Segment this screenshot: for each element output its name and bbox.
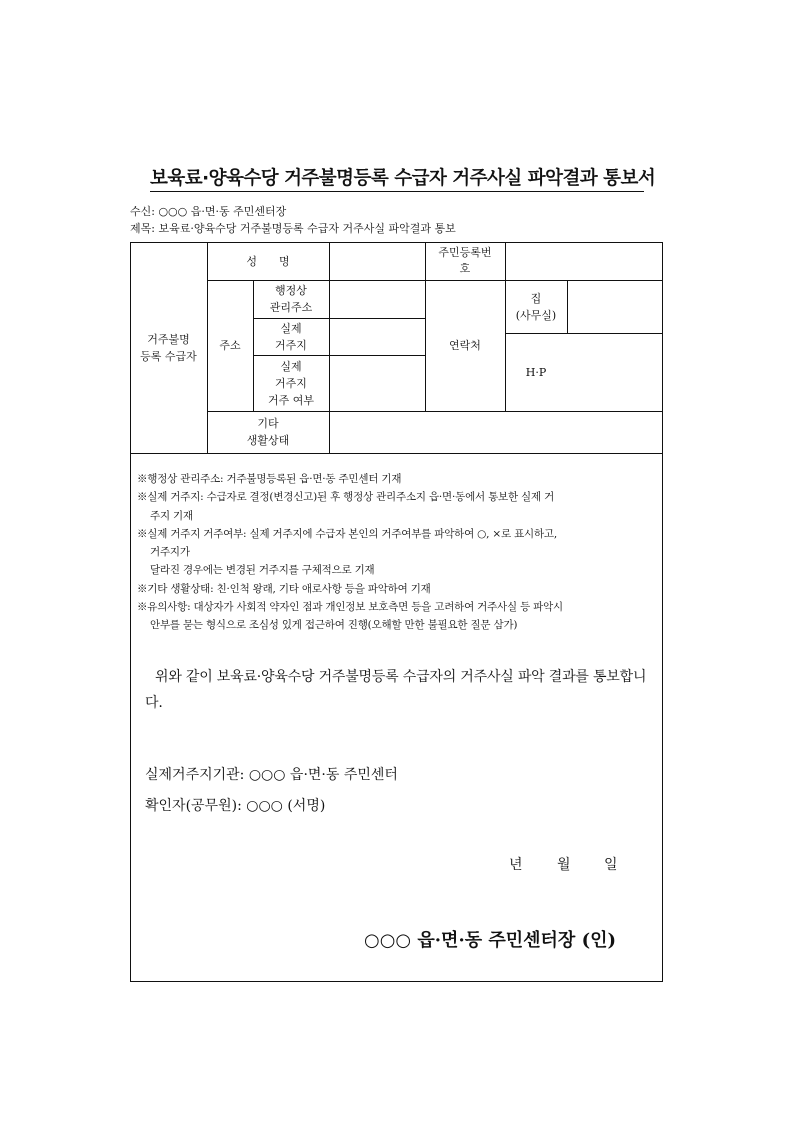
notes-section xyxy=(137,470,657,635)
recipient-line: 수신: ○○○ 읍·면·동 주민센터장 xyxy=(130,205,287,218)
note-residence-check-cont2: 달라진 경우에는 변경된 거주지를 구체적으로 기재 xyxy=(150,564,375,577)
actual-address-field[interactable] xyxy=(329,318,425,355)
rrn-label: 주민등록번 호 xyxy=(438,246,492,275)
note-actual-address-cont: 주지 기재 xyxy=(150,509,193,522)
other-status-field[interactable] xyxy=(329,411,663,453)
mobile-phone-field[interactable] xyxy=(567,333,663,411)
admin-address-label: 행정상 관리주소 xyxy=(269,284,313,314)
subject-line: 제목: 보육료·양육수당 거주불명등록 수급자 거주사실 파악결과 통보 xyxy=(130,222,456,235)
home-phone-label: 집 (사무실) xyxy=(515,291,557,322)
actual-address-label: 실제 거주지 xyxy=(275,321,307,352)
note-admin-address: ※행정상 관리주소: 거주불명등록된 읍·면·동 주민센터 기재 xyxy=(137,473,402,485)
notice-paragraph xyxy=(145,664,655,716)
note-actual-address: ※실제 거주지: 수급자로 결정(변경신고)된 후 행정상 관리주소지 읍·면·동에서 통보한 실제 거 xyxy=(137,491,555,504)
note-residence-check-cont: 거주지가 xyxy=(150,546,190,559)
actual-residence-check-field[interactable] xyxy=(329,355,425,411)
mobile-phone-label: H·P xyxy=(525,365,547,379)
note-caution: ※유의사항: 대상자가 사회적 약자인 점과 개인정보 보호측면 등을 고려하여 거주사실 등 파악시 xyxy=(137,601,563,614)
note-residence-check: ※실제 거주지 거주여부: 실제 거주지에 수급자 본인의 거주여부를 파악하여 ○, ×로 표시하고, xyxy=(137,527,557,540)
signature-line: ○○○ 읍·면·동 주민센터장 (인) xyxy=(364,930,616,951)
date-day: 일 xyxy=(604,857,618,873)
actual-residence-check-label: 실제 거주지 거주 여부 xyxy=(267,359,314,407)
name-label: 성 명 xyxy=(246,254,290,268)
title-underline xyxy=(150,191,644,192)
rrn-field[interactable] xyxy=(505,242,663,280)
address-label: 주소 xyxy=(219,339,241,352)
document-title: 보육료·양육수당 거주불명등록 수급자 거주사실 파악결과 통보서 xyxy=(150,168,656,189)
notice-text: 위와 같이 보육료·양육수당 거주불명등록 수급자의 거주사실 파악 결과를 통보합니다. xyxy=(145,669,647,711)
confirmer-line: 확인자(공무원): ○○○ (서명) xyxy=(145,798,326,814)
admin-address-field[interactable] xyxy=(329,280,425,318)
note-caution-cont: 안부를 묻는 형식으로 조심성 있게 접근하여 진행(오해할 만한 불필요한 질문 삼가) xyxy=(150,619,518,632)
table-line xyxy=(130,453,663,454)
group-label: 거주불명 등록 수급자 xyxy=(140,332,197,363)
name-field[interactable] xyxy=(329,242,425,280)
institution-line: 실제거주지기관: ○○○ 읍·면·동 주민센터 xyxy=(145,767,398,783)
date-year: 년 xyxy=(509,857,523,873)
date-month: 월 xyxy=(557,857,571,873)
other-status-label: 기타 생활상태 xyxy=(246,417,290,447)
note-other-status: ※기타 생활상태: 친·인척 왕래, 기타 애로사항 등을 파악하여 기재 xyxy=(137,582,431,595)
contact-label: 연락처 xyxy=(449,339,481,352)
home-phone-field[interactable] xyxy=(567,280,663,333)
